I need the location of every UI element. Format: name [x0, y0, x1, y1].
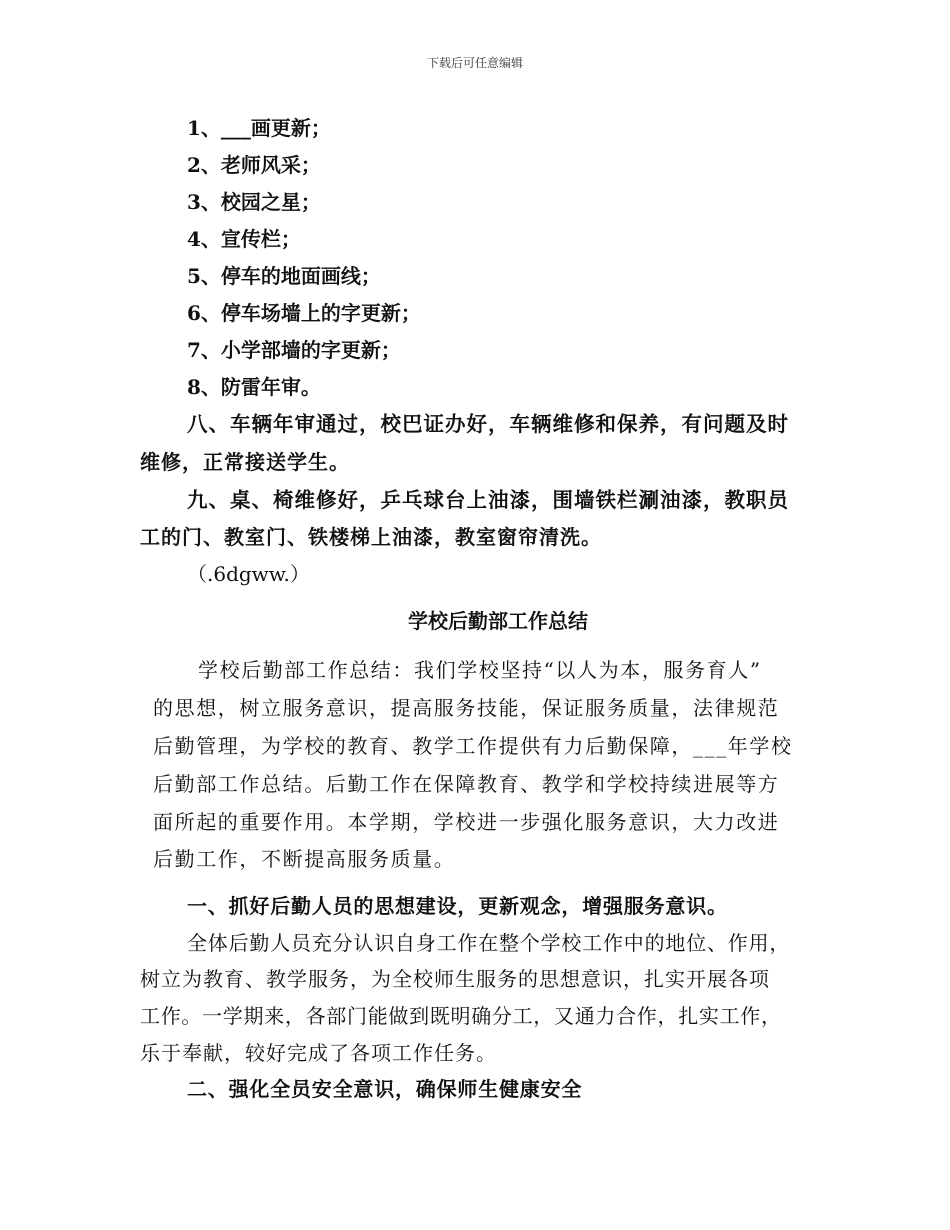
section1-line: 全体后勤人员充分认识自身工作在整个学校工作中的地位、作用， [187, 931, 791, 955]
intro-line: 的思想，树立服务意识，提高服务技能，保证服务质量，法律规范 [153, 696, 780, 720]
list-item: 6、停车场墙上的字更新； [187, 301, 421, 325]
list-item: 3、校园之星； [187, 190, 321, 214]
item9-line: 工的门、教室门、铁楼梯上油漆，教室窗帘清洗。 [140, 525, 602, 549]
source-note: （.6dgww.） [187, 562, 310, 586]
intro-line: 后勤管理，为学校的教育、教学工作提供有力后勤保障，___年学校 [153, 734, 793, 758]
list-item: 8、防雷年审。 [187, 375, 321, 399]
intro-line: 学校后勤部工作总结：我们学校坚持“以人为本，服务育人” [198, 658, 762, 682]
list-item: 1、___画更新； [187, 116, 331, 140]
section-title: 学校后勤部工作总结 [408, 609, 588, 633]
intro-line: 后勤部工作总结。后勤工作在保障教育、教学和学校持续进展等方 [153, 772, 780, 796]
list-item: 7、小学部墙的字更新； [187, 338, 401, 362]
item8-line: 八、车辆年审通过，校巴证办好，车辆维修和保养，有问题及时 [187, 412, 789, 436]
intro-line: 面所起的重要作用。本学期，学校进一步强化服务意识，大力改进 [153, 810, 780, 834]
section1-line: 工作。一学期来，各部门能做到既明确分工，又通力合作，扎实工作， [140, 1004, 782, 1028]
section1-line: 乐于奉献，较好完成了各项工作任务。 [140, 1041, 497, 1065]
intro-line: 后勤工作，不断提高服务质量。 [153, 847, 456, 871]
list-item: 2、老师风采； [187, 153, 321, 177]
section2-heading: 二、强化全员安全意识，确保师生健康安全 [187, 1077, 583, 1101]
item8-line: 维修，正常接送学生。 [140, 450, 350, 474]
section1-line: 树立为教育、教学服务，为全校师生服务的思想意识，扎实开展各项 [140, 967, 770, 991]
list-item: 5、停车的地面画线； [187, 264, 381, 288]
list-item: 4、宣传栏； [187, 227, 301, 251]
section1-heading: 一、抓好后勤人员的思想建设，更新观念，增强服务意识。 [187, 894, 728, 918]
page-header: 下载后可任意编辑 [426, 56, 523, 70]
item9-line: 九、桌、椅维修好，乒乓球台上油漆，围墙铁栏涮油漆，教职员 [187, 488, 789, 512]
